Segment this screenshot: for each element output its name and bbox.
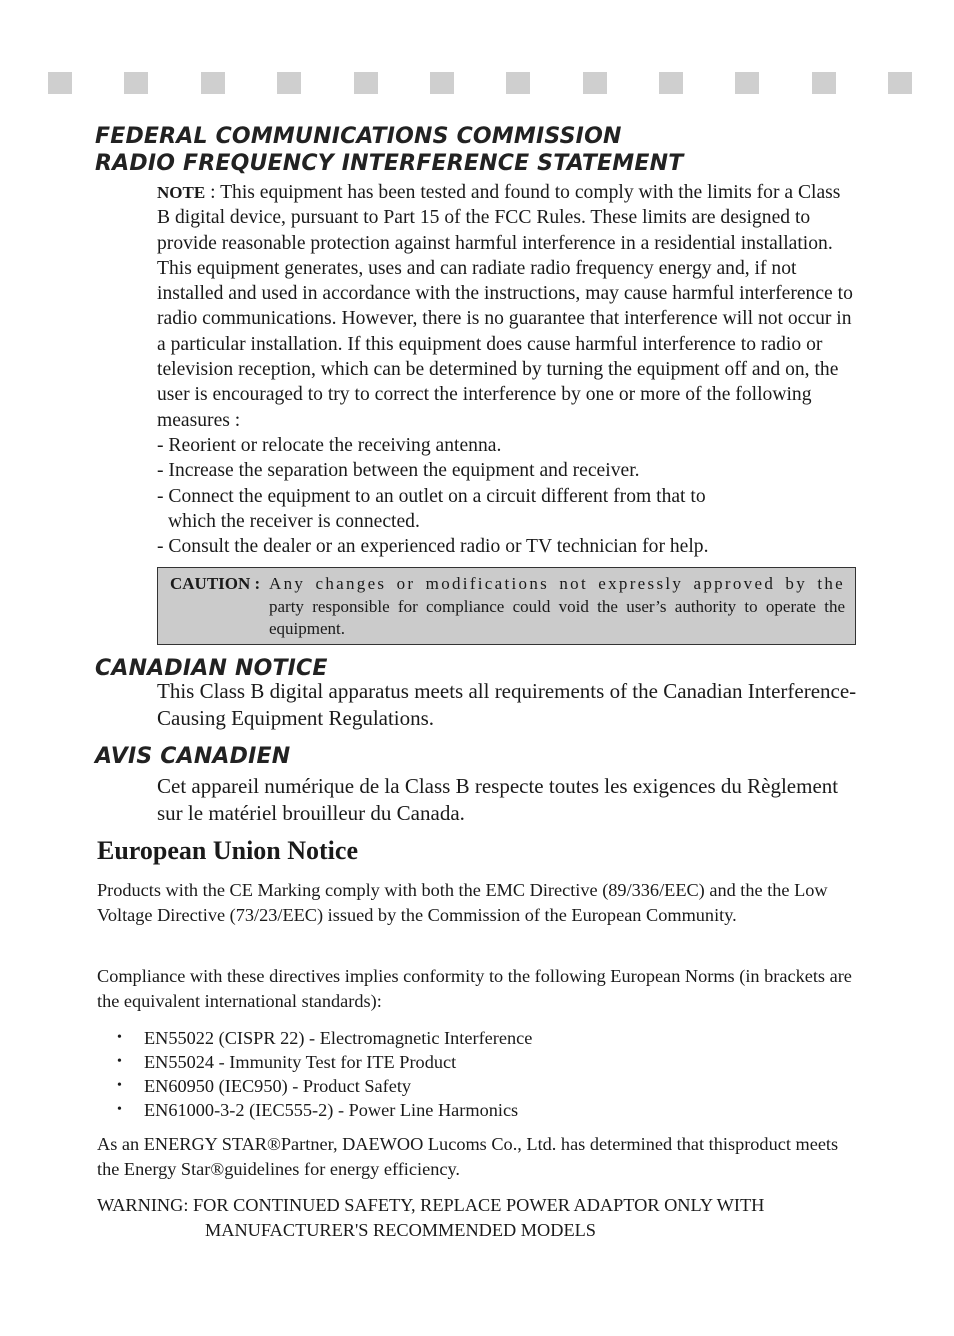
measure-item: - Increase the separation between the equipment and receiver.	[157, 460, 640, 482]
warning-line2: MANUFACTURER'S RECOMMENDED MODELS	[205, 1219, 596, 1240]
canadian-notice-text: This Class B digital apparatus meets all requirements of the Canadian Interference-Causing Equipment Regulations.	[157, 679, 857, 730]
bullet-icon: •	[117, 1102, 122, 1117]
fcc-statement	[157, 180, 857, 559]
decor-square	[888, 72, 912, 94]
bullet-icon: •	[117, 1030, 122, 1045]
norm-text: EN55022 (CISPR 22) - Electromagnetic Interference	[144, 1028, 533, 1048]
bullet-icon: •	[117, 1054, 122, 1069]
avis-canadien-heading: AVIS CANADIEN	[95, 744, 291, 769]
avis-canadien-text: Cet appareil numérique de la Class B respecte toutes les exigences du Règlement sur le matériel brouilleur du Canada.	[157, 774, 839, 825]
canadian-notice-heading: CANADIAN NOTICE	[95, 656, 328, 681]
decor-square	[812, 72, 836, 94]
decor-square	[48, 72, 72, 94]
fcc-heading	[95, 123, 683, 177]
list-item	[97, 1074, 532, 1098]
eu-paragraph-compliance: Compliance with these directives implies conformity to the following European Norms (in brackets are the equivalent international standards):	[97, 966, 852, 1011]
bullet-icon: •	[117, 1078, 122, 1093]
decor-square	[659, 72, 683, 94]
note-text: : This equipment has been tested and found to comply with the limits for a Class B digital device, pursuant to Part 15 of the FCC Rules. These limits are designed to provide reasonable protection against harmful interference in a residential installation. This equipment generates, uses and can radiate radio frequency energy and, if not installed and used in accordance with the instructions, may cause harmful interference to radio communications. However, there is no guarantee that interference will not occur in a particular installation. If this equipment does cause harmful interference to radio or television reception, which can be determined by turning the equipment off and on, the user is encouraged to try to correct the interference by one or more of the following measures :	[157, 182, 853, 431]
list-item	[97, 1026, 532, 1050]
caution-text-line1: Any changes or modifications not expressly approved by the	[269, 574, 845, 593]
european-norms-list	[97, 1026, 532, 1122]
measure-item-continued: which the receiver is connected.	[168, 510, 420, 532]
measure-item: - Reorient or relocate the receiving antenna.	[157, 434, 502, 456]
list-item	[97, 1050, 532, 1074]
decor-square	[506, 72, 530, 94]
fcc-heading-line1: FEDERAL COMMUNICATIONS COMMISSION	[95, 124, 622, 149]
decor-square	[277, 72, 301, 94]
norm-text: EN61000-3-2 (IEC555-2) - Power Line Harmonics	[144, 1100, 519, 1120]
eu-paragraph-ce-marking: Products with the CE Marking comply with both the EMC Directive (89/336/EEC) and the the Low Voltage Directive (73/23/EEC) issued by the Commission of the European Community.	[97, 880, 828, 925]
safety-warning	[97, 1193, 867, 1242]
list-item	[97, 1098, 532, 1122]
norm-text: EN60950 (IEC950) - Product Safety	[144, 1076, 412, 1096]
note-label: NOTE	[157, 183, 206, 202]
header-decorative-squares	[48, 72, 914, 96]
caution-text	[269, 573, 845, 641]
fcc-note	[157, 180, 857, 433]
caution-box	[157, 567, 856, 645]
caution-label: CAUTION :	[170, 574, 261, 593]
warning-line1: WARNING: FOR CONTINUED SAFETY, REPLACE POWER ADAPTOR ONLY WITH	[97, 1195, 765, 1215]
decor-square	[201, 72, 225, 94]
measure-item: - Connect the equipment to an outlet on a circuit different from that to	[157, 485, 706, 507]
eu-notice-title: European Union Notice	[97, 836, 358, 865]
decor-square	[354, 72, 378, 94]
decor-square	[735, 72, 759, 94]
energy-star-statement: As an ENERGY STAR®Partner, DAEWOO Lucoms Co., Ltd. has determined that thisproduct meets the Energy Star®guidelines for energy efficiency.	[97, 1134, 839, 1179]
fcc-heading-line2: RADIO FREQUENCY INTERFERENCE STATEMENT	[95, 151, 684, 176]
measure-item: - Consult the dealer or an experienced radio or TV technician for help.	[157, 536, 709, 558]
decor-square	[124, 72, 148, 94]
decor-square	[430, 72, 454, 94]
norm-text: EN55024 - Immunity Test for ITE Product	[144, 1052, 457, 1072]
decor-square	[583, 72, 607, 94]
caution-text-rest: party responsible for compliance could void the user’s authority to operate the equipment.	[269, 596, 845, 638]
